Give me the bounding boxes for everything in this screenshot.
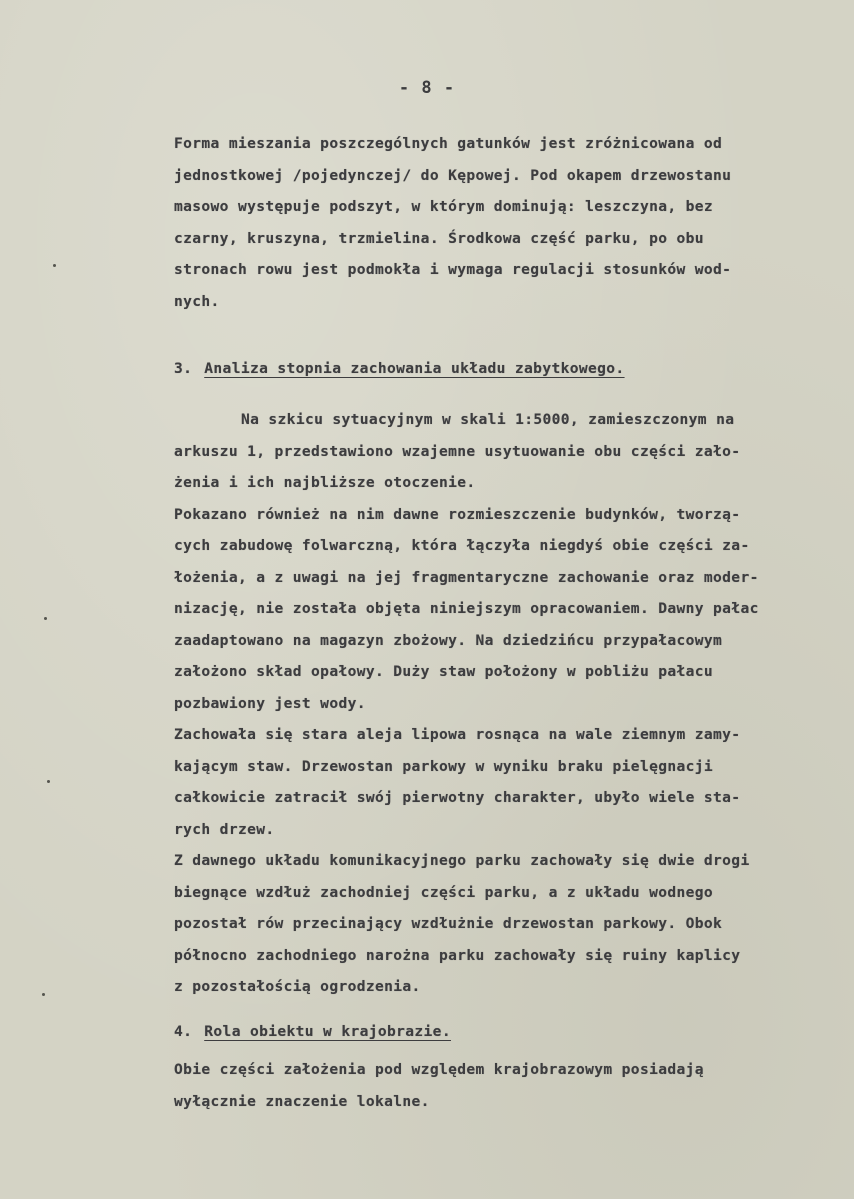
text-line: żenia i ich najbliższe otoczenie. (174, 474, 476, 491)
scan-speck (44, 617, 47, 620)
text-line: Forma mieszania poszczególnych gatunków jest zróżnicowana od (174, 135, 723, 152)
text-line: założono skład opałowy. Duży staw położony w pobliżu pałacu (174, 663, 714, 680)
text-line: pozbawiony jest wody. (174, 694, 366, 712)
text-line: północno zachodniego narożna parku zachowały się ruiny kaplicy (174, 946, 741, 964)
text-line: Na szkicu sytuacyjnym w skali 1:5000, zamieszczonym na (241, 411, 735, 428)
page-number: - 8 - (398, 78, 456, 98)
text-line: kającym staw. Drzewostan parkowy w wyniku braku pielęgnacji (174, 757, 714, 775)
section-3-number: 3. (174, 360, 193, 377)
text-line: całkowicie zatracił swój pierwotny charakter, ubyło wiele sta- (174, 789, 741, 806)
text-line: łożenia, a z uwagi na jej fragmentaryczne zachowanie oraz moder- (174, 568, 759, 586)
text-line: rych drzew. (174, 820, 275, 838)
text-line: z pozostałością ogrodzenia. (174, 978, 421, 995)
text-line: Zachowała się stara aleja lipowa rosnąca na wale ziemnym zamy- (174, 726, 741, 743)
section-3-body (174, 404, 834, 1003)
section-3-heading (174, 353, 625, 385)
section-4-heading (174, 1016, 451, 1048)
section-3-title: Analiza stopnia zachowania układu zabytkowego. (204, 360, 625, 377)
text-line: jednostkowej /pojedynczej/ do Kępowej. Pod okapem drzewostanu (174, 166, 732, 184)
text-line: zaadaptowano na magazyn zbożowy. Na dziedzińcu przypałacowym (174, 631, 723, 649)
text-line: masowo występuje podszyt, w którym dominują: leszczyna, bez (174, 198, 714, 215)
text-line: nych. (174, 292, 220, 310)
scan-speck (53, 264, 56, 267)
text-line: Z dawnego układu komunikacyjnego parku zachowały się dwie drogi (174, 852, 750, 869)
text-line: cych zabudowę folwarczną, która łączyła niegdyś obie części za- (174, 537, 750, 554)
text-line: biegnące wzdłuż zachodniej części parku, a z układu wodnego (174, 883, 714, 901)
text-line: Obie części założenia pod względem krajobrazowym posiadają (174, 1061, 704, 1078)
text-line: Pokazano również na nim dawne rozmieszczenie budynków, tworzą- (174, 505, 741, 523)
section-4-title: Rola obiektu w krajobrazie. (204, 1023, 451, 1040)
text-line: wyłącznie znaczenie lokalne. (174, 1092, 430, 1110)
scan-speck (47, 780, 50, 783)
text-line: nizację, nie została objęta niniejszym opracowaniem. Dawny pałac (174, 600, 759, 617)
intro-paragraph (174, 128, 834, 317)
section-4-body (174, 1054, 834, 1117)
scan-speck (42, 993, 45, 996)
text-line: czarny, kruszyna, trzmielina. Środkowa część parku, po obu (174, 229, 704, 247)
text-line: arkuszu 1, przedstawiono wzajemne usytuowanie obu części zało- (174, 442, 741, 460)
text-line: stronach rowu jest podmokła i wymaga regulacji stosunków wod- (174, 261, 732, 278)
text-line: pozostał rów przecinający wzdłużnie drzewostan parkowy. Obok (174, 915, 723, 932)
section-4-number: 4. (174, 1023, 193, 1040)
